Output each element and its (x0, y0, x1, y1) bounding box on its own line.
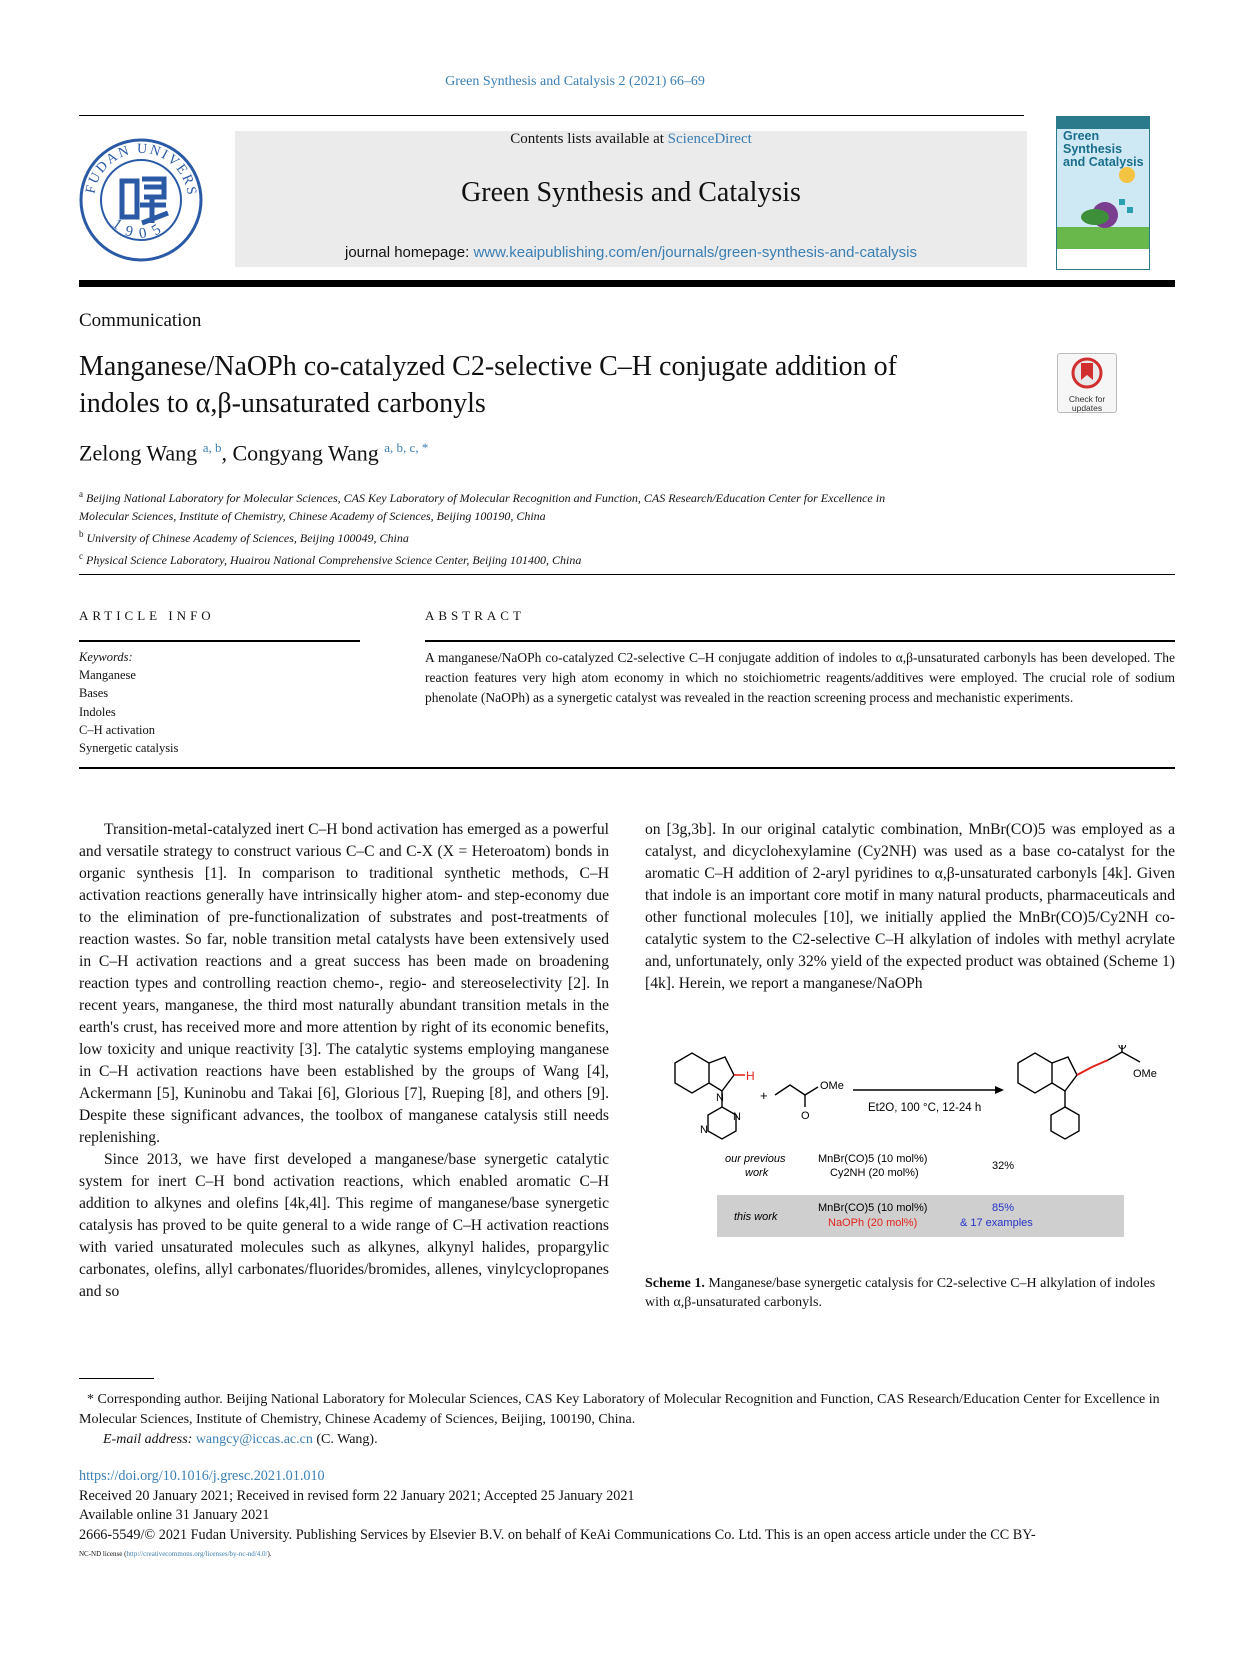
keyword: Synergetic catalysis (79, 741, 179, 756)
journal-banner (235, 131, 1027, 267)
info-rule (79, 640, 360, 642)
row2-examples: & 17 examples (960, 1217, 1033, 1229)
ome-label: OMe (1133, 1068, 1157, 1080)
body-paragraph: on [3g,3b]. In our original catalytic combination, MnBr(CO)5 was employed as a catalyst, and dicyclohexylamine (Cy2NH) was used as a base co-catalyst for the aromatic C–H addition of 2-aryl pyridines to α,β-unsaturated carbonyls [4k]. Given that indole is an important core motif in many natural products, pharmaceuticals and other functional molecules [10], we initially applied the MnBr(CO)5/Cy2NH co-catalytic system to the C2-selective C–H alkylation of indoles with methyl acrylate and, unfortunately, only 32% yield of the expected product was obtained (Scheme 1) [4k]. Herein, we report a manganese/NaOPh (645, 821, 1175, 992)
logo-text: FUDAN UNIVERS (83, 141, 200, 198)
keyword: Indoles (79, 704, 116, 719)
sciencedirect-link[interactable]: ScienceDirect (667, 131, 752, 147)
o-label: O (801, 1110, 810, 1122)
check-for-updates-button[interactable] (1057, 353, 1117, 413)
author-list: Zelong Wang $^{a, b}$, Congyang Wang $^{a, b, c, *}$ (79, 440, 429, 466)
affiliations (79, 485, 1079, 569)
author-affil-marks[interactable]: a, b, c, * (384, 440, 429, 455)
email-label: E-mail address: (103, 1432, 193, 1447)
email-link[interactable]: wangcy@iccas.ac.cn (195, 1432, 313, 1447)
header-thick-rule (79, 280, 1175, 287)
homepage-link[interactable]: www.keaipublishing.com/en/journals/green-synthesis-and-catalysis (473, 244, 917, 261)
abstract-bottom-rule (79, 767, 1175, 769)
keyword: Bases (79, 686, 109, 701)
affiliation: $^a$ Beijing National Laboratory for Molecular Sciences, CAS Key Laboratory of Molecular Recognition and Function, CAS Research/Education Center for Excellence in (79, 489, 886, 505)
bookmark-icon (1058, 354, 1116, 390)
article-title (79, 348, 1009, 422)
affiliation: $^b$ University of Chinese Academy of Sciences, Beijing 100049, China (79, 529, 409, 545)
corresponding-author-footnote: * Corresponding author. Beijing National Laboratory for Molecular Sciences, CAS Key Laboratory of Molecular Recognition and Function, CAS Research/Education Center for Excellence in Molecular Sciences, Institute of Chemistry, Chinese Academy of Sciences, Beijing, 100190, China. E-mail address: wangcy@iccas.ac.cn (C. Wang). (79, 1392, 1160, 1447)
body-right-column (645, 819, 1175, 995)
body-left-column (79, 819, 609, 1303)
row1-catalyst: MnBr(CO)5 (10 mol%) (818, 1153, 928, 1165)
license-link[interactable]: http://creativecommons.org/licenses/by-nc-nd/4.0/ (126, 1550, 268, 1558)
cover-title-2: and Catalysis (1063, 155, 1144, 169)
plus-sign: + (760, 1088, 768, 1103)
article-type: Communication (79, 310, 202, 331)
reaction-conditions: Et2O, 100 °C, 12-24 h (868, 1102, 982, 1114)
methyl-acrylate-structure (775, 1085, 818, 1107)
article-info-heading: ARTICLE INFO (79, 608, 215, 623)
affiliation: Molecular Sciences, Institute of Chemistry, Chinese Academy of Sciences, Beijing 100190, China (79, 509, 546, 523)
n-label: N (716, 1092, 724, 1104)
indole-substrate-structure (675, 1053, 745, 1139)
product-structure (1018, 1045, 1140, 1139)
journal-reference[interactable]: Green Synthesis and Catalysis 2 (2021) 66–69 (445, 74, 705, 89)
fudan-university-logo (78, 137, 204, 263)
logo-year: 1905 (109, 216, 171, 243)
row1-label: work (745, 1167, 769, 1179)
cover-title-1: Green Synthesis (1063, 129, 1123, 156)
arrow-head (995, 1086, 1004, 1094)
abstract-rule (425, 640, 1175, 642)
body-paragraph: Transition-metal-catalyzed inert C–H bond activation has emerged as a powerful and versatile strategy to construct various C–C and C-X (X = Heteroatom) bonds in organic synthesis [1]. In comparison to traditional synthetic methods, C–H activation reactions generally have intrinsically higher atom- and step-economy due to the elimination of pre-functionalization of substrates and post-treatments of reaction wastes. So far, noble transition metal catalysts have been extensively used in C–H activation reactions and a great success has been made on broadening reaction types and controlling reaction chemo-, regio- and stereoselectivity [2]. In recent years, manganese, the third most naturally abundant transition metals in the earth's crust, has received more and more attention by right of its economic benefits, low toxicity and unique reactivity [3]. The catalytic systems employing manganese in C–H activation reactions have been established by the groups of Wang [4], Ackermann [5], Kuninobu and Takai [6], Glorious [7], Rueping [8], and others [9]. Despite these significant advances, the toolbox of manganese catalysis still needs replenishing. (79, 821, 609, 1146)
scheme-caption (645, 1274, 1175, 1312)
doi-link[interactable]: https://doi.org/10.1016/j.gresc.2021.01.010 (79, 1468, 325, 1484)
homepage-prefix: journal homepage: (345, 244, 474, 261)
scheme-1-figure (640, 1045, 1180, 1275)
keywords-label: Keywords: (79, 650, 133, 664)
row2-catalyst: MnBr(CO)5 (10 mol%) (818, 1202, 928, 1214)
author-name[interactable]: Congyang Wang (232, 440, 379, 466)
abstract-text: A manganese/NaOPh co-catalyzed C2-selective C–H conjugate addition of indoles to α,β-unsaturated carbonyls has been developed. The reaction features very high atom economy in which no stoichiometric reagents/additives were employed. The crucial role of sodium phenolate (NaOPh) as a synergetic catalyst was revealed in the reaction screening process and mechanistic experiments. (425, 650, 1175, 705)
copyright-line: 2666-5549/© 2021 Fudan University. Publishing Services by Elsevier B.V. on behalf of KeAi Communications Co. Ltd. This is an open access article under the CC BY- (79, 1526, 1036, 1543)
publication-info (79, 1467, 1175, 1545)
row1-label: our previous (725, 1153, 786, 1165)
row2-base: NaOPh (20 mol%) (828, 1217, 918, 1229)
n-label: N (733, 1111, 741, 1123)
available-online: Available online 31 January 2021 (79, 1507, 270, 1523)
author-affil-marks[interactable]: a, b (202, 440, 222, 455)
o-label: O (1118, 1045, 1127, 1052)
journal-name: Green Synthesis and Catalysis (461, 177, 801, 208)
row1-yield: 32% (992, 1160, 1015, 1172)
license-line: NC-ND license (http://creativecommons.org/licenses/by-nc-nd/4.0/). (79, 1550, 272, 1558)
row2-yield: 85% (992, 1202, 1015, 1214)
keywords-block (79, 648, 178, 757)
homepage-line (235, 244, 1027, 261)
new-bond (1077, 1060, 1108, 1075)
keyword: C–H activation (79, 722, 156, 737)
abstract-heading: ABSTRACT (425, 608, 525, 623)
journal-cover-image[interactable] (1056, 116, 1150, 270)
title-line-1: Manganese/NaOPh co-catalyzed C2-selective C–H conjugate addition of (79, 351, 897, 382)
body-paragraph: Since 2013, we have first developed a manganese/base synergetic catalytic system for inert C–H bond activation reactions, which enabled aromatic C–H addition to alkynes and olefins [4k,4l]. This regime of manganese/base synergetic catalysis has proved to be quite general to a wide range of C–H activation reactions with varied unsaturated molecules such as alkynes, alkynyl halides, propargylic carbonates, olefins, allyl carbonates/fluorides/bromides, allenes, vinylcyclopropanes and so (79, 1151, 609, 1300)
scheme-caption-text: Manganese/base synergetic catalysis for C2-selective C–H alkylation of indoles with α,β-unsaturated carbonyls. (645, 1276, 1156, 1310)
affiliation: $^c$ Physical Science Laboratory, Huairou National Comprehensive Science Center, Beijing 101400, China (79, 551, 582, 567)
title-line-2: indoles to α,β-unsaturated carbonyls (79, 388, 486, 419)
email-tail: (C. Wang). (316, 1432, 378, 1447)
header-top-rule (79, 115, 1024, 116)
row2-label: this work (734, 1211, 778, 1223)
keyword: Manganese (79, 668, 136, 683)
received-dates: Received 20 January 2021; Received in revised form 22 January 2021; Accepted 25 January 2021 (79, 1487, 635, 1504)
row1-base: Cy2NH (20 mol%) (830, 1167, 919, 1179)
hydrogen-label: H (746, 1069, 755, 1083)
svg-text:1905 (109, 216, 170, 242)
affil-rule (79, 574, 1175, 575)
author-name[interactable]: Zelong Wang (79, 440, 198, 466)
check-updates-label: Check for updates (1068, 394, 1106, 413)
contents-prefix: Contents lists available at (510, 131, 668, 147)
footnote-rule (79, 1378, 154, 1379)
ome-label: OMe (820, 1080, 844, 1092)
scheme-label: Scheme 1. (645, 1276, 705, 1291)
footnote-text: Corresponding author. Beijing National Laboratory for Molecular Sciences, CAS Key Laboratory of Molecular Recognition and Function, CAS Research/Education Center for Excellence in Molecular Sciences, Institute of Chemistry, Chinese Academy of Sciences, Beijing, 100190, China. (79, 1392, 1160, 1427)
n-label: N (700, 1124, 708, 1136)
contents-line (235, 131, 1027, 148)
